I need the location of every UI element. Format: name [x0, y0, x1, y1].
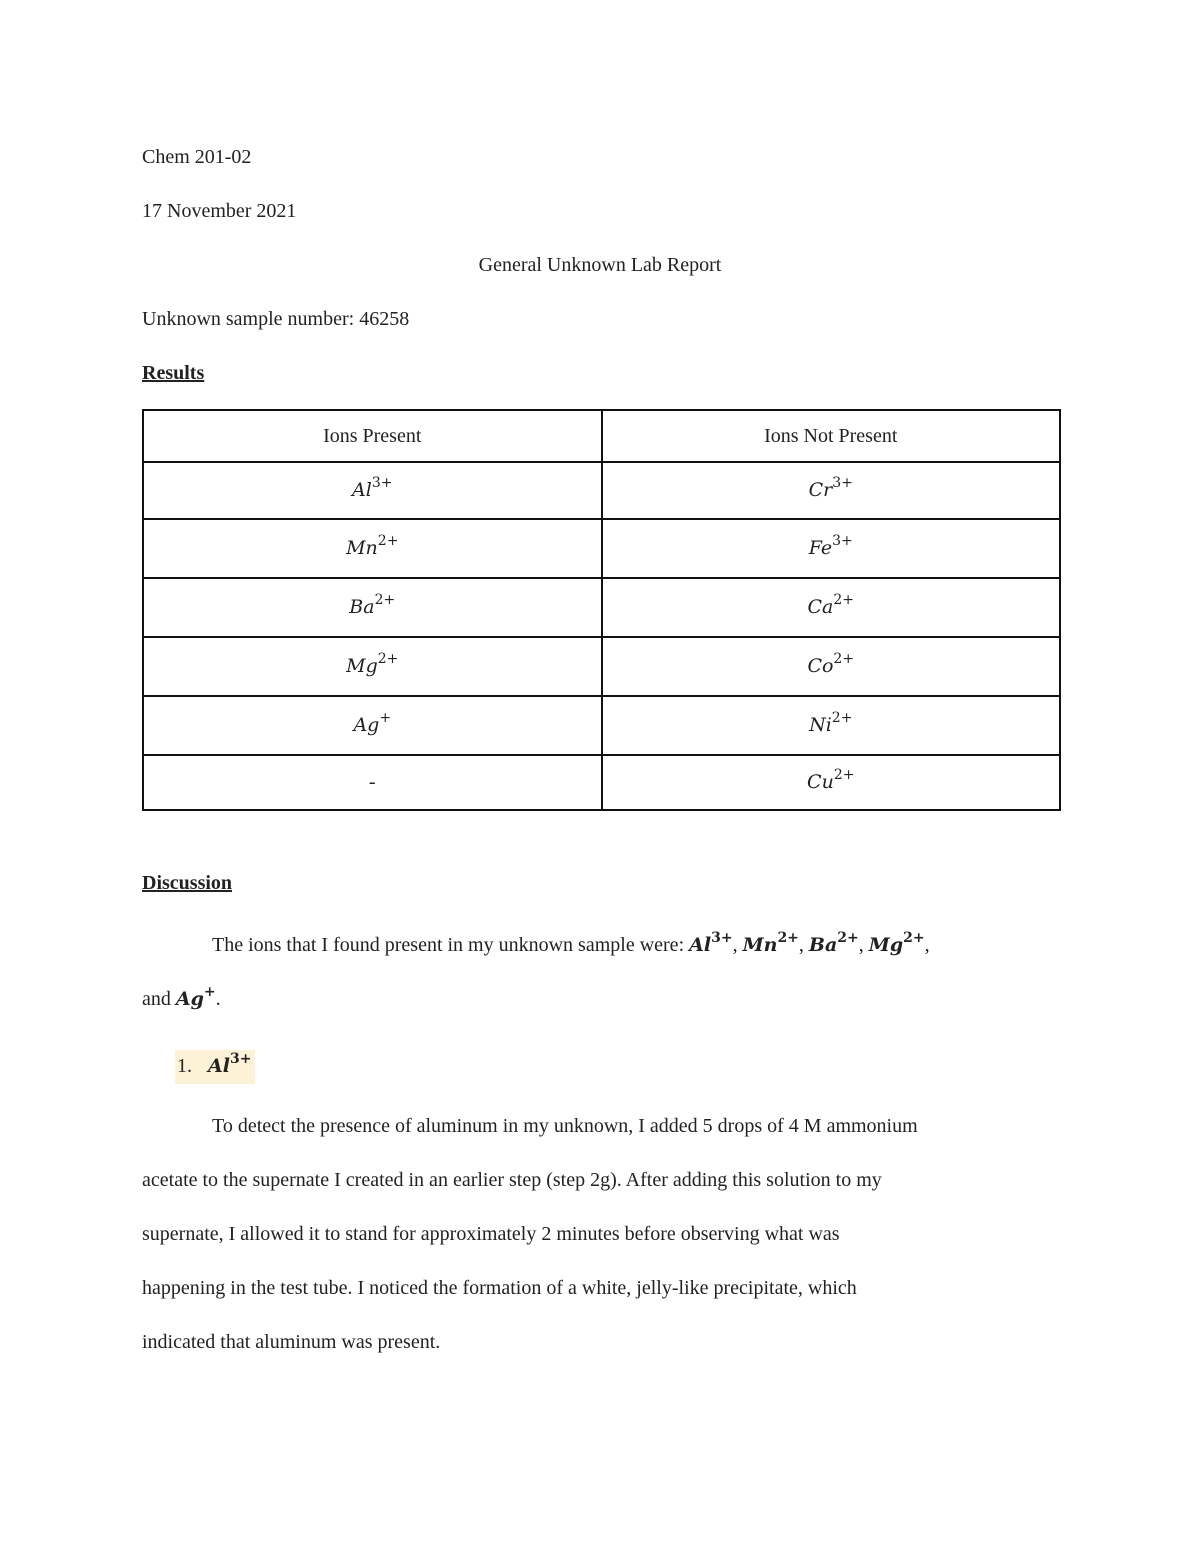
intro-text: The ions that I found present in my unknown sample were: [212, 934, 685, 956]
discussion-heading: Discussion [142, 872, 233, 894]
ion-charge: 2+ [831, 710, 853, 726]
present-ion-cell [143, 578, 602, 637]
ion-symbol: Mg [868, 934, 904, 956]
ion-charge: 2+ [833, 767, 855, 783]
ion-symbol: Cu [807, 771, 834, 793]
ion-charge: 3+ [229, 1051, 252, 1067]
paragraph-line [142, 1099, 1062, 1153]
absent-ion-cell [602, 696, 1061, 755]
ion-charge: 3+ [832, 475, 853, 491]
ion-charge: + [203, 984, 216, 1000]
absent-ion-cell [602, 462, 1061, 519]
present-ion-cell [143, 637, 602, 696]
paragraph-line: indicated that aluminum was present. [142, 1331, 441, 1353]
ion-charge: 2+ [374, 592, 396, 608]
paragraph-line-text: To detect the presence of aluminum in my unknown, I added 5 drops of 4 M ammonium [212, 1115, 918, 1137]
present-ion-cell [143, 519, 602, 578]
intro-and: and [142, 988, 171, 1010]
ion-symbol: Ba [808, 934, 838, 956]
ion-charge: + [379, 710, 392, 726]
ion-symbol: Mg [346, 655, 378, 677]
table-header-row [143, 410, 1060, 462]
ion-symbol: Ba [349, 596, 375, 618]
sample-number-line: Unknown sample number: 46258 [142, 308, 410, 330]
ion-symbol: Ag [175, 988, 204, 1010]
ion-symbol: Ca [807, 596, 834, 618]
ion-symbol: Cr [808, 479, 833, 501]
table-row [143, 696, 1060, 755]
report-title: General Unknown Lab Report [478, 254, 722, 276]
date-line: 17 November 2021 [142, 200, 297, 222]
results-table [142, 409, 1061, 811]
course-line: Chem 201-02 [142, 146, 252, 168]
absent-ion-cell [602, 578, 1061, 637]
ion-charge: 2+ [837, 930, 859, 946]
ion-charge: 2+ [377, 651, 399, 667]
ion-charge: 3+ [711, 930, 733, 946]
ion-symbol: Mn [742, 934, 778, 956]
ion-symbol: Al [208, 1055, 230, 1077]
column-header-ions-not-present: Ions Not Present [602, 410, 1061, 462]
present-ion-cell [143, 696, 602, 755]
table-row [143, 578, 1060, 637]
ion-symbol: Al [352, 479, 372, 501]
ion-charge: 2+ [377, 533, 399, 549]
table-row [143, 519, 1060, 578]
ion-charge: 3+ [832, 533, 853, 549]
absent-ion-cell [602, 519, 1061, 578]
absent-ion-cell [602, 755, 1061, 810]
results-heading: Results [142, 362, 205, 384]
ion-symbol: Ag [353, 714, 380, 736]
ion-charge: 2+ [833, 651, 855, 667]
ion-charge: 3+ [371, 475, 393, 491]
discussion-intro: The ions that I found present in my unknown sample were: $Al^{3+}$, $Mn^{2+}$, $Ba^{2+}$, $Mg^{2+}$, and Ag+. [142, 930, 930, 1010]
ion-charge: 2+ [777, 930, 799, 946]
paragraph-line: happening in the test tube. I noticed the formation of a white, jelly-like precipitate, which [142, 1277, 857, 1299]
table-row [143, 755, 1060, 810]
ion-charge: 2+ [903, 930, 925, 946]
absent-ion-cell [602, 637, 1061, 696]
ion-symbol: Fe [808, 537, 833, 559]
list-item [175, 1050, 255, 1084]
ion-symbol: Ni [809, 714, 832, 736]
table-row [143, 462, 1060, 519]
paragraph-line: supernate, I allowed it to stand for approximately 2 minutes before observing what was [142, 1223, 840, 1245]
ion-charge: 2+ [833, 592, 854, 608]
paragraph-line: acetate to the supernate I created in an earlier step (step 2g). After adding this solution to my [142, 1169, 882, 1191]
ion-symbol: Mn [346, 537, 378, 559]
present-ion-cell [143, 462, 602, 519]
list-number: 1. [177, 1055, 192, 1077]
table-row [143, 637, 1060, 696]
ion-symbol: Co [807, 655, 834, 677]
column-header-ions-present: Ions Present [143, 410, 602, 462]
aluminum-paragraph [142, 1099, 1062, 1369]
present-ion-cell: - [143, 755, 602, 810]
ion-symbol: Al [689, 934, 712, 956]
